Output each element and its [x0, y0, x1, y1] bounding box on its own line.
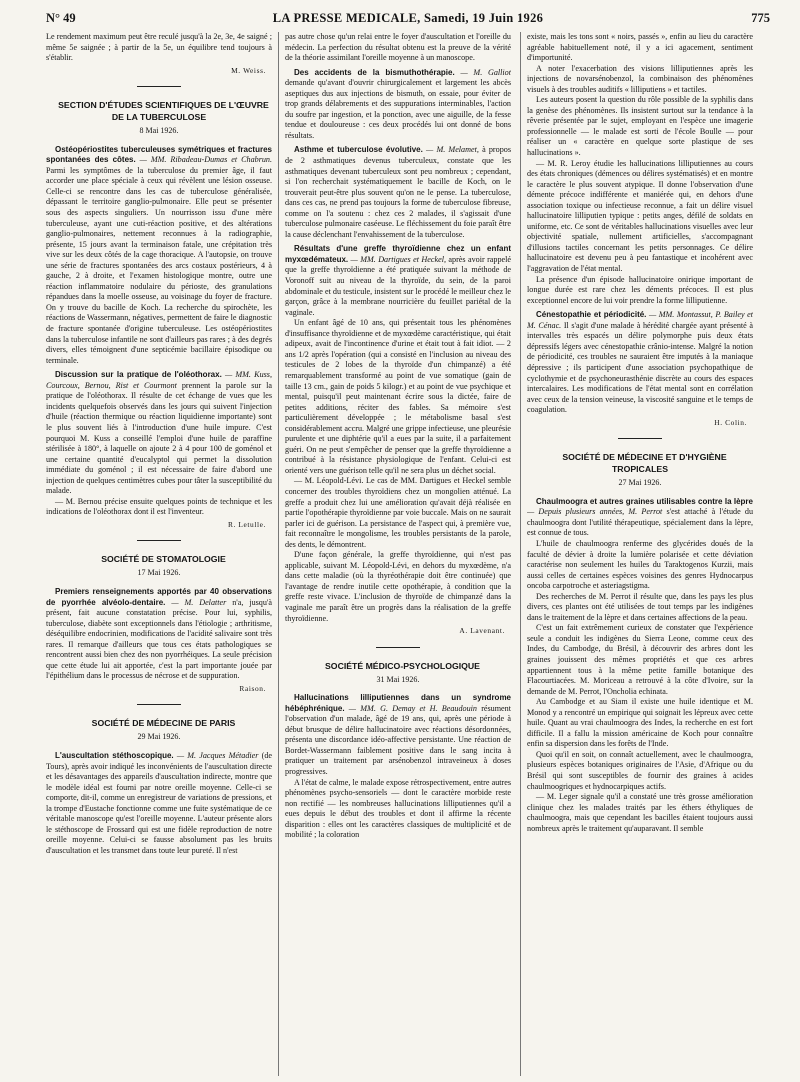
- article-paragraph: [285, 244, 511, 318]
- section-title: SOCIÉTÉ DE STOMATOLOGIE: [101, 554, 226, 565]
- article-authors: — MM. Montassut, P. Bailey et M. Cénac.: [527, 310, 753, 330]
- article-title: Cénestopathie et périodicité.: [536, 310, 647, 320]
- separator: [376, 647, 420, 648]
- separator: [137, 86, 181, 87]
- article-text: demande qu'avant d'ouvrir chirurgicalement et largement les abcès aseptiques dus aux injections de bismuth, on essaie, pour éviter de trop grands délabrements et des suppurations interminables, l'action du soufre par ingestion, et la ponction, avec une aiguille, de la fesse tendue et douloureuse : ces deux procédés lui ont donné de bons résultats.: [285, 78, 511, 140]
- paragraph: Quoi qu'il en soit, on connaît actuellement, avec le chaulmoogra, plusieurs espèces botaniques originaires de l'Asie, d'Afrique ou du Brésil qui sont susceptibles de fournir des graines à acides chaulmoogriques et hydnocarpiques actifs.: [527, 749, 753, 791]
- article-text: à propos de 2 asthmatiques devenus tuberculeux, constate que les asthmatiques devenant tuberculeux sont peu nombreux ; cependant, si l'on recherchait systématiquement le bacille de Koch, on le trouverait peut-être plus souvent qu'on ne le pense. La tuberculose, dans ces cas, ne prend pas toujours la forme de tuberculose fibreuse, comme on l'a soutenu : chez ces 2 malades, il s'agissait d'une tuberculose pulmonaire caséeuse. Le fléchissement du foie paraît être la cause déclenchant l'envahissement de la tuberculose.: [285, 145, 511, 239]
- separator: [137, 704, 181, 705]
- column-1: [46, 32, 272, 1078]
- signature: R. Letulle.: [227, 519, 266, 529]
- signature: Raison.: [239, 683, 266, 693]
- section-date: 8 Mai 1926.: [139, 126, 179, 136]
- paragraph: existe, mais les tons sont « noirs, passés », enfin au lieu du caractère agréable habituellement noté, il y a ici agacement, sentiment d'importunité.: [527, 32, 753, 63]
- section-date: 31 Mai 1926.: [376, 674, 420, 684]
- section-date: 17 Mai 1926.: [137, 568, 181, 578]
- article-title: Ostéopériostites tuberculeuses symétriques et fractures spontanées des côtes.: [46, 144, 272, 165]
- paragraph: — M. Leger signale qu'il a constaté une très grosse amélioration clinique chez les malades traités par les éthers éthyliques de chaulmoogra, mais que cependant les bacilles étaient toujours aussi nombreux après le traitement qu'auparavant. Il semble: [527, 792, 753, 833]
- article-paragraph: [46, 145, 272, 366]
- article-title: Premiers renseignements apportés par 40 observations de pyorrhée alvéolo-dentaire.: [46, 586, 272, 607]
- column-divider-2: [520, 32, 521, 1076]
- section-title: SOCIÉTÉ DE MÉDECINE ET D'HYGIÈNE TROPICALES: [562, 452, 727, 475]
- article-authors: — Depuis plusieurs années, M. Perrot: [527, 507, 663, 517]
- section-title: SOCIÉTÉ DE MÉDECINE DE PARIS: [91, 718, 236, 729]
- article-paragraph: [46, 587, 272, 682]
- article-paragraph: [285, 145, 511, 240]
- article-text: après avoir rappelé que la greffe thyroïdienne a été pratiquée suivant la méthode de Voronoff suit au niveau de la thyroïde, du sein, de la paroi abdominale et du testicule, insistent sur le procédé le meilleur chez le garçon, grâce à la membrane nourricière du feuillet pariétal de la vaginale.: [285, 254, 511, 317]
- section-title: SOCIÉTÉ MÉDICO-PSYCHOLOGIQUE: [325, 660, 480, 671]
- article-authors: — MM. G. Demay et H. Beaudouin: [344, 703, 477, 713]
- column-divider-1: [278, 32, 279, 1076]
- paragraph: — M. Léopold-Lévi. Le cas de MM. Dartigues et Heckel semble concerner des troubles thyroïdiens chez un mongolien atténué. La greffe a produit chez lui une amélioration qu'avait déjà réalisée en partie l'opothérapie thyroïdienne par voie buccale. Mais on ne saurait parler ici de guérison. La persistance de l'aspect qui, à première vue, fait reconnaître le mongolisme, les troubles persistants de la parole, des dents, le démontrent.: [285, 476, 511, 549]
- article-title: L'auscultation stéthoscopique.: [55, 750, 174, 760]
- article-paragraph: [527, 497, 753, 539]
- paragraph: Des recherches de M. Perrot il résulte que, dans les pays les plus divers, ces plantes ont été utilisées de tout temps par les indigènes dans le traitement de la lèpre et dans certaines affections de la peau.: [527, 591, 753, 622]
- paragraph: Le rendement maximum peut être reculé jusqu'à la 2e, 3e, 4e saigné ; même 5e saignée ; à partir de la 5e, un équilibre tend toujours à s'établir.: [46, 32, 272, 63]
- article-paragraph: [46, 751, 272, 856]
- paragraph: A noter l'exacerbation des visions lilliputiennes après les injections de novarsénobenzol, la combinaison des phénomènes visuels à des troubles auditifs « lilliputiens » et tactiles.: [527, 63, 753, 94]
- article-text: s'est attaché à l'étude du chaulmoogra dont l'utilité thérapeutique, spécialement dans la lèpre, est connue de tous.: [527, 507, 753, 538]
- article-title: Chaulmoogra et autres graines utilisables contre la lèpre: [536, 496, 753, 506]
- section-title: SECTION D'ÉTUDES SCIENTIFIQUES DE L'ŒUVRE DE LA TUBERCULOSE: [58, 100, 269, 123]
- article-title: Asthme et tuberculose évolutive.: [294, 145, 423, 155]
- paragraph: Un enfant âgé de 10 ans, qui présentait tous les phénomènes d'insuffisance thyroïdienne et de myxœdème caractéristique, qui était adipeux, avait de l'incontinence d'urine et était tout à fait idiot. — 2 ans 1/2 après l'opération (qui a consisté en l'inclusion au niveau des testicules de 2 lobes de la thyroïde d'un chimpanzé) a été remarquablement transformé au point de vue somatique (gain de taille 13 cm., gain de poids 5 kilogr.) et au point de vue psychique et mental, puisqu'il peut maintenant écrire sous la dictée, faire de petites additions, réciter des fables. Sa mémoire s'est particulièrement développée ; le métabolisme basal s'est considérablement accru. Malgré une grippe infectieuse, une pleurésie purulente et une diphtérie qu'il a eues par la suite, il a parfaitement guéri. On ne peut s'empêcher de penser que la greffe thyroïdienne a contribué à la résistance physiologique de l'enfant. Celui-ci est orienté vers une guérison telle qu'il ne sera plus un déchet social.: [285, 318, 511, 475]
- article-authors: — M. Jacques Métadier: [173, 750, 259, 760]
- article-authors: — MM. Ribadeau-Dumas et Chabrun.: [135, 155, 272, 165]
- column-3: [527, 32, 753, 1078]
- separator: [137, 540, 181, 541]
- separator: [618, 438, 662, 439]
- page-header: [46, 6, 770, 28]
- issue-number: N° 49: [46, 11, 76, 25]
- article-title: Discussion sur la pratique de l'oléothorax.: [55, 370, 222, 380]
- paragraph: C'est un fait extrêmement curieux de constater que l'expérience seule a conduit les indigènes du Sierra Leone, comme ceux des Indes, du Cambodge, du Brésil, à découvrir des arbres dont les graines jouissent des mêmes propriétés et que ces arbres appartiennent tous à la même petite famille botanique des Flacourtiacées. M. Moriceau a retrouvé à la côte d'Ivoire, sur la demande de M. Perrot, l'Oncholia echinata.: [527, 623, 753, 696]
- signature: M. Weiss.: [231, 65, 266, 75]
- journal-title: LA PRESSE MEDICALE, Samedi, 19 Juin 1926: [272, 11, 544, 25]
- section-date: 27 Mai 1926.: [618, 478, 662, 488]
- article-authors: — M. Galliot: [454, 67, 511, 77]
- article-paragraph: [46, 370, 272, 497]
- paragraph: La présence d'un épisode hallucinatoire onirique important de longue durée est rare chez les déments précoces. Il est plus exceptionnel encore de lui voir prendre la forme lilliputienne.: [527, 274, 753, 305]
- article-authors: — M. Melamet,: [422, 145, 479, 155]
- section-date: 29 Mai 1926.: [137, 732, 181, 742]
- article-paragraph: [527, 310, 753, 415]
- paragraph: pas autre chose qu'un relai entre le foyer d'auscultation et l'oreille du médecin. La perfection du résultat obtenu est la preuve de la vérité de la théorie assimilant l'oreille moyenne à un manoscope.: [285, 32, 511, 63]
- paragraph: — M. Bernou précise ensuite quelques points de technique et les indications de l'oléothorax dont il est l'inventeur.: [46, 496, 272, 517]
- article-paragraph: [285, 693, 511, 777]
- paragraph: A l'état de calme, le malade expose rétrospectivement, entre autres phénomènes psycho-sensoriels — dont le caractère morbide reste non rectifié — les nombreuses hallucinations lilliputiennes qu'il a eues depuis le début des troubles et dont il affirme la récente disparition : elles ont les caractères classiques de multiplicité et de mobilité ; la coloration: [285, 777, 511, 840]
- article-text: (de Tours), après avoir indiqué les inconvénients de l'auscultation directe et les désavantages des appareils d'auscultation indirecte, montre que le modèle idéal est fourni par notre oreille moyenne. Celle-ci se comporte, dit-il, comme un enregistreur de variations de pressions, et la trompe d'Eustache fonctionne comme une fuite systématique de ce véritable manoscope qu'est l'oreille moyenne. L'auteur présente alors le stéthoscope de Frossard qui est une fidèle reproduction de notre oreille moyenne. Celui-ci se fausse absolument pas les bruits d'auscultation et les transmet dans toute leur pureté. Il n'est: [46, 750, 272, 855]
- signature: A. Lavenant.: [459, 626, 505, 636]
- paragraph: Les auteurs posent la question du rôle possible de la syphilis dans la genèse des phénomènes. Ils insistent surtout sur la tendance à la rêverie présentée par le sujet, employant en l'espèce une imagerie professionnelle — le malade est sorti de l'école Boulle — pour réaliser un « caractère en quelque sorte plastique de ses hallucinations ».: [527, 95, 753, 158]
- page-number: 775: [751, 11, 770, 25]
- article-paragraph: [285, 68, 511, 142]
- article-text: résument l'observation d'un malade, âgé de 19 ans, qui, après une période à début brusque de délire hallucinatoire avec réactions désordonnées, présenta une discordance idéo-affective persistante. Une réaction de Bordet-Wassermann faiblement positive dans le sang incita à pratiquer un traitement par arsénobenzol intraveineux à doses progressives.: [285, 703, 511, 776]
- article-title: Des accidents de la bismuthothérapie.: [294, 67, 455, 77]
- article-authors: — MM. Dartigues et Heckel,: [348, 254, 446, 264]
- paragraph: — M. R. Leroy étudie les hallucinations lilliputiennes au cours des états chroniques (démences ou délires systématisés) et en montre le caractère le plus souvent atypique. Il donne l'observation d'une démente précoce indifférente et maniérée qui, en dehors d'une association toxique ou infectieuse reconnue, a fait un délire visuel hallucinatoire lilliputien typique : petits anges, défilé de soldats en uniforme, etc. Ce sont de véritables hallucinations visuelles avec leur objectivité spatiale, nullement artificielles, s'accompagnant d'illusions tactiles concernant les petits personnages. Ce délire hallucinatoire est devenu peu à peu fantastique et incohérent avec l'aggravation de l'état mental.: [527, 158, 753, 274]
- article-text: n'a, jusqu'à présent, fait aucune constatation précise. Pour lui, syphilis, tuberculose, diabète sont exceptionnels dans l'étiologie ; arthritisme, déséquilibre endocrinien, modifications de l'acidité salivaire sont très rares. Il remarque d'ailleurs que tous ces états pathologiques se rencontrent aussi bien chez des non pyorrhéiques. La seule précision que cette étude lui ait apportée, c'est la part importante jouée par l'épithélium dans le processus de nécrose et de suppuration.: [46, 597, 272, 681]
- column-2: [285, 32, 511, 1078]
- paragraph: Au Cambodge et au Siam il existe une huile identique et M. Monod y a rencontré un empirique qui soignait les lépreux avec cette huile. Quant au vrai chaulmoogra des Indes, la recherche en est fort difficile. Il a fallu la mission américaine de Koch pour connaître enfin sa dispersion dans les forêts de l'Inde.: [527, 697, 753, 749]
- article-authors: — M. Delatter: [165, 597, 227, 607]
- paragraph: L'huile de chaulmoogra renferme des glycérides doués de la faculté de dévier à droite la lumière polarisée et cette déviation caractérise non seulement les huiles du Taraktogenos Kurzii, mais aussi celles de certaines espèces voisines des genres Hydnocarpus oncoba carpotroche et asteriagstigma.: [527, 538, 753, 591]
- paragraph: D'une façon générale, la greffe thyroïdienne, qui n'est pas applicable, suivant M. Léopold-Lévi, en dehors du myxœdème, n'a dans cette maladie (où la thyréothérapie doit être continuée) que l'avantage de rendre inutile cette opothérapie, à condition que la greffe reste vivace. L'inclusion de thyroïde de chimpanzé dans la vaginale me paraît être un progrès dans la réalisation de la greffe thyroïdienne.: [285, 550, 511, 623]
- signature: H. Colin.: [714, 417, 747, 427]
- article-title: Hallucinations lilliputiennes dans un syndrome hébéphrénique.: [285, 693, 511, 713]
- article-text: prennent la parole sur la pratique de l'oléothorax. Il résulte de cet échange de vues que les incidents quelquefois observés dans les jours qui suivent l'injection d'huile (réaction thermique ou réaction liquidienne importante) sont le plus souvent liés à l'introduction d'une huile impure. C'est pourquoi M. Kuss a conseillé l'emploi d'une huile de paraffine stérilisée à 180°, à laquelle on ajoute 2 à 4 pour 100 de goménol et une certaine quantité d'eucalyptol qui permet la dissolution immédiate du goménol ; il est nécessaire de faire d'abord une injection de quelques centimètres cubes pour tâter la susceptibilité du malade.: [46, 380, 272, 496]
- article-title: Résultats d'une greffe thyroïdienne chez un enfant myxœdémateux.: [285, 244, 511, 264]
- article-text: Il s'agit d'une malade à hérédité chargée ayant présenté à intervalles très espacés un délire polymorphe puis deux états dépressifs légers avec cénestopathie crânio-intense. Malgré la notion de périodicité, ces troubles ne sauraient être imputés à la maniaque dépressive ; ils participent d'une association psychopathique de cyclothymie et de psychoneurasthénie discrète au cours des espaces intercalaires. Les modifications de l'état mental sont en corrélation avec ceux de la tension veineuse, la viscosité sanguine et le temps de coagulation.: [527, 320, 753, 415]
- article-text: Parmi les symptômes de la tuberculose du premier âge, il faut accorder une place spéciale à ceux qui révèlent une lésion osseuse. Celle-ci se rencontre dans les cas de tuberculose généralisée, dépassant le territoire ganglio-pulmonaire. Elle peut se présenter sous des aspects singuliers. Un nourrisson issu d'une mère tuberculeuse, ayant une cuti-réaction positive, et des altérations ganglio-pulmonaires, nettement reconnues à la radiographie, présente, 15 jours avant la terminaison fatale, une crépitation très vive sur les deux côtés de la cage thoracique. A l'autopsie, on trouve une série de fractures spontanées des arcs costaux postérieurs, 4 à gauche, 2 à droite, et l'examen histologique montre, outre une réaction inflammatoire nodulaire du périoste, des granulations répandues dans la moelle osseuse, au voisinage du foyer de fracture. On y trouve du bacille de Koch. La recherche du spirochète, les réactions de Wassermann, négatives, permettent de faire le diagnostic de fracture spontanée d'origine tuberculeuse. Les ostéopériostites dans la tuberculose infantile ne sont d'ailleurs pas rares ; à des degrés divers, elles témoignent d'une septicémie bacillaire épisodique ou terminale.: [46, 165, 272, 365]
- article-authors: — MM. Kuss, Courcoux, Bernou, Rist et Courmont: [46, 370, 272, 390]
